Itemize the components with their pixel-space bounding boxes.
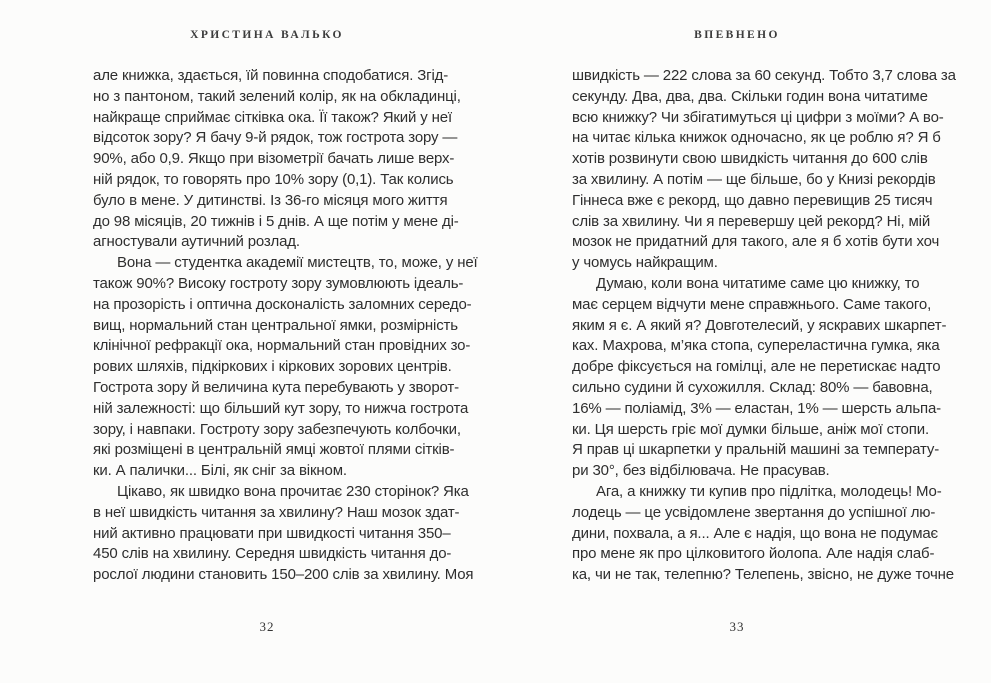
running-header-author: ХРИСТИНА ВАЛЬКО <box>190 29 344 41</box>
text-line: хотів розвинути свою швидкість читання до 600 слів <box>572 150 928 168</box>
text-line: за хвилину. А потім — ще більше, бо у Книзі рекордів <box>572 170 936 188</box>
running-header-title: ВПЕВНЕНО <box>694 29 780 41</box>
text-line: ний активно працювати при швидкості читання 350– <box>93 524 451 542</box>
text-line: які розміщені в центральній ямці жовтої плями сітків- <box>93 441 455 459</box>
text-line: дини, похвала, а я... Але є надія, що вона не подумає <box>572 524 939 542</box>
paragraph <box>572 274 947 482</box>
text-line: ках. Махрова, м’яка стопа, супереластична гумка, яка <box>572 337 940 355</box>
text-line: Гіннеса вже є рекорд, що давно перевищив 25 тисяч <box>572 191 933 209</box>
text-line: Думаю, коли вона читатиме саме цю книжку, то <box>596 274 920 292</box>
text-line: найкраще сприймає сітківка ока. Її також? Який у неї <box>93 108 452 126</box>
page-left-text <box>93 66 478 586</box>
text-line: яким я є. А який я? Довготелесий, у яскравих шкарпет- <box>572 316 947 334</box>
text-line: всю книжку? Чи збігатимуться ці цифри з моїми? А во- <box>572 108 944 126</box>
text-line: клінічної рефракції ока, нормальний стан провідних зо- <box>93 337 471 355</box>
text-line: зору, і навпаки. Гостроту зору забезпечують колбочки, <box>93 420 461 438</box>
text-line: рових шляхів, підкіркових і кіркових зорових центрів. <box>93 358 452 376</box>
text-line: слів за хвилину. Чи я перевершу цей рекорд? Ні, мій <box>572 212 931 230</box>
text-line: добре фіксується на гомілці, але не перетискає надто <box>572 358 941 376</box>
text-line: мозок не придатний для такого, але я б хотів бути хоч <box>572 233 940 251</box>
text-line: про мене як про цілковитого йолопа. Але надія слаб- <box>572 545 935 563</box>
text-line: 90%, або 0,9. Якщо при візометрії бачать лише верх- <box>93 150 455 168</box>
text-line: агностували аутичний розлад. <box>93 233 300 251</box>
text-line: Гострота зору й величина кута перебувають у зворот- <box>93 378 459 396</box>
text-line: ній залежності: що більший кут зору, то нижча гострота <box>93 399 469 417</box>
paragraph <box>572 482 954 586</box>
text-line: ка, чи не так, телепню? Телепень, звісно, не дуже точне <box>572 566 954 584</box>
text-line: у чомусь найкращим. <box>572 254 718 272</box>
paragraph <box>93 66 461 253</box>
text-line: 450 слів на хвилину. Середня швидкість читання до- <box>93 545 452 563</box>
text-line: но з пантоном, такий зелений колір, як на обкладинці, <box>93 87 461 105</box>
text-line: відсоток зору? Я бачу 9-й рядок, тож гострота зору — <box>93 129 458 147</box>
paragraph <box>572 66 956 274</box>
text-line: також 90%? Високу гостроту зору зумовлюють ідеаль- <box>93 274 464 292</box>
text-line: Вона — студентка академії мистецтв, то, може, у неї <box>117 254 478 272</box>
text-line: швидкість — 222 слова за 60 секунд. Тобто 3,7 слова за <box>572 67 956 84</box>
text-line: Цікаво, як швидко вона прочитає 230 сторінок? Яка <box>117 482 469 500</box>
text-line: до 98 місяців, 20 тижнів і 5 днів. А ще потім у мене ді- <box>93 212 459 230</box>
page-right <box>572 0 956 683</box>
text-line: на прозорість і оптична досконалість заломних середо- <box>93 295 472 313</box>
text-line: ри 30°, без відбілювача. Не прасував. <box>572 462 830 480</box>
page-left <box>93 0 478 683</box>
text-line: має серцем відчути мене справжнього. Саме такого, <box>572 295 932 313</box>
paragraph <box>93 253 478 482</box>
text-line: секунду. Два, два, два. Скільки годин вона читатиме <box>572 87 928 105</box>
page-number-right: 33 <box>729 619 745 634</box>
page-number-left: 32 <box>259 619 275 634</box>
text-line: сильно судини й сухожилля. Склад: 80% — бавовна, <box>572 378 933 396</box>
text-line: рослої людини становить 150–200 слів за хвилину. Моя <box>93 566 474 584</box>
text-line: в неї швидкість читання за хвилину? Наш мозок здат- <box>93 503 460 521</box>
text-line: Ага, а книжку ти купив про підлітка, молодець! Мо- <box>596 482 942 500</box>
text-line: було в мене. У дитинстві. Із 36-го місяця мого життя <box>93 191 448 209</box>
text-line: на читає кілька книжок одночасно, як це роблю я? Я б <box>572 129 941 147</box>
text-line: ній рядок, то говорять про 10% зору (0,1). Так колись <box>93 170 454 188</box>
text-line: лодець — це усвідомлене звертання до успішної лю- <box>572 503 936 521</box>
text-line: ки. Ця шерсть гріє мої думки більше, аніж мої стопи. <box>572 420 929 438</box>
text-line: вищ, нормальний стан центральної ямки, розмірність <box>93 316 458 334</box>
text-line: 16% — поліамід, 3% — еластан, 1% — шерсть альпа- <box>572 399 942 417</box>
paragraph <box>93 482 474 586</box>
text-line: але книжка, здається, їй повинна сподобатися. Згід- <box>93 67 449 84</box>
page-right-text <box>572 66 956 586</box>
text-line: ки. А палички... Білі, як сніг за вікном. <box>93 462 347 480</box>
text-line: Я прав ці шкарпетки у пральній машині за температу- <box>572 441 940 459</box>
